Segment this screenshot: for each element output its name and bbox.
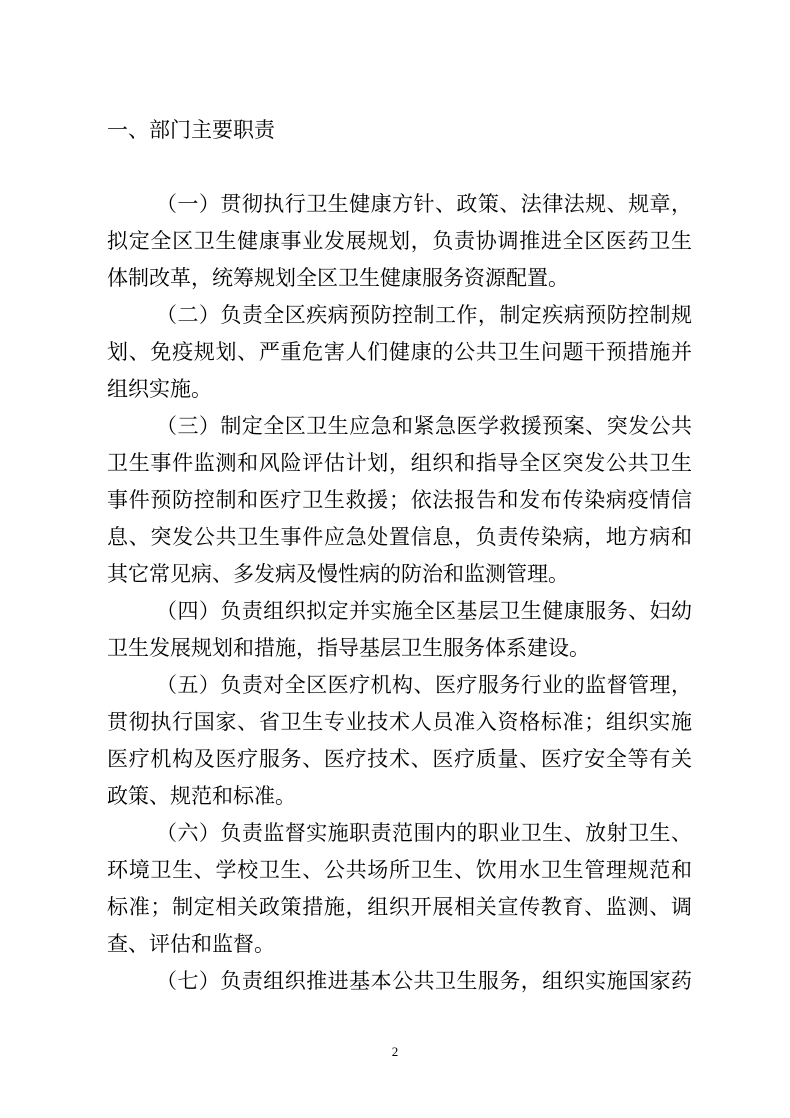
paragraph-line: （六）负责监督实施职责范围内的职业卫生、放射卫生、 bbox=[156, 821, 692, 845]
paragraph-line: 拟定全区卫生健康事业发展规划，负责协调推进全区医药卫生 bbox=[107, 229, 692, 253]
paragraph-line: 环境卫生、学校卫生、公共场所卫生、饮用水卫生管理规范和 bbox=[107, 858, 692, 882]
paragraph-line: （五）负责对全区医疗机构、医疗服务行业的监督管理， bbox=[156, 673, 692, 697]
paragraph-line: （一）贯彻执行卫生健康方针、政策、法律法规、规章， bbox=[156, 192, 692, 216]
paragraph-line: 体制改革，统筹规划全区卫生健康服务资源配置。 bbox=[107, 266, 569, 290]
paragraph-line: 卫生发展规划和措施，指导基层卫生服务体系建设。 bbox=[107, 636, 590, 660]
paragraph-line: 事件预防控制和医疗卫生救援；依法报告和发布传染病疫情信 bbox=[107, 488, 692, 512]
paragraph-line: 卫生事件监测和风险评估计划，组织和指导全区突发公共卫生 bbox=[107, 451, 692, 475]
paragraph-line: 查、评估和监督。 bbox=[107, 932, 275, 956]
paragraph-line: 医疗机构及医疗服务、医疗技术、医疗质量、医疗安全等有关 bbox=[107, 747, 692, 771]
paragraph-line: 其它常见病、多发病及慢性病的防治和监测管理。 bbox=[107, 562, 569, 586]
paragraph-line: （二）负责全区疾病预防控制工作，制定疾病预防控制规 bbox=[156, 303, 692, 327]
section-heading: 一、部门主要职责 bbox=[107, 118, 275, 142]
paragraph-line: （四）负责组织拟定并实施全区基层卫生健康服务、妇幼 bbox=[156, 599, 692, 623]
paragraph-line: （三）制定全区卫生应急和紧急医学救援预案、突发公共 bbox=[156, 414, 692, 438]
paragraph-line: 政策、规范和标准。 bbox=[107, 784, 296, 808]
page-number: 2 bbox=[391, 1044, 399, 1059]
paragraph-line: 息、突发公共卫生事件应急处置信息，负责传染病，地方病和 bbox=[107, 525, 692, 549]
paragraph-line: （七）负责组织推进基本公共卫生服务，组织实施国家药 bbox=[156, 969, 692, 993]
paragraph-line: 标准；制定相关政策措施，组织开展相关宣传教育、监测、调 bbox=[107, 895, 692, 919]
paragraph-line: 组织实施。 bbox=[107, 377, 212, 401]
paragraph-line: 划、免疫规划、严重危害人们健康的公共卫生问题干预措施并 bbox=[107, 340, 692, 364]
paragraph-line: 贯彻执行国家、省卫生专业技术人员准入资格标准；组织实施 bbox=[107, 710, 692, 734]
